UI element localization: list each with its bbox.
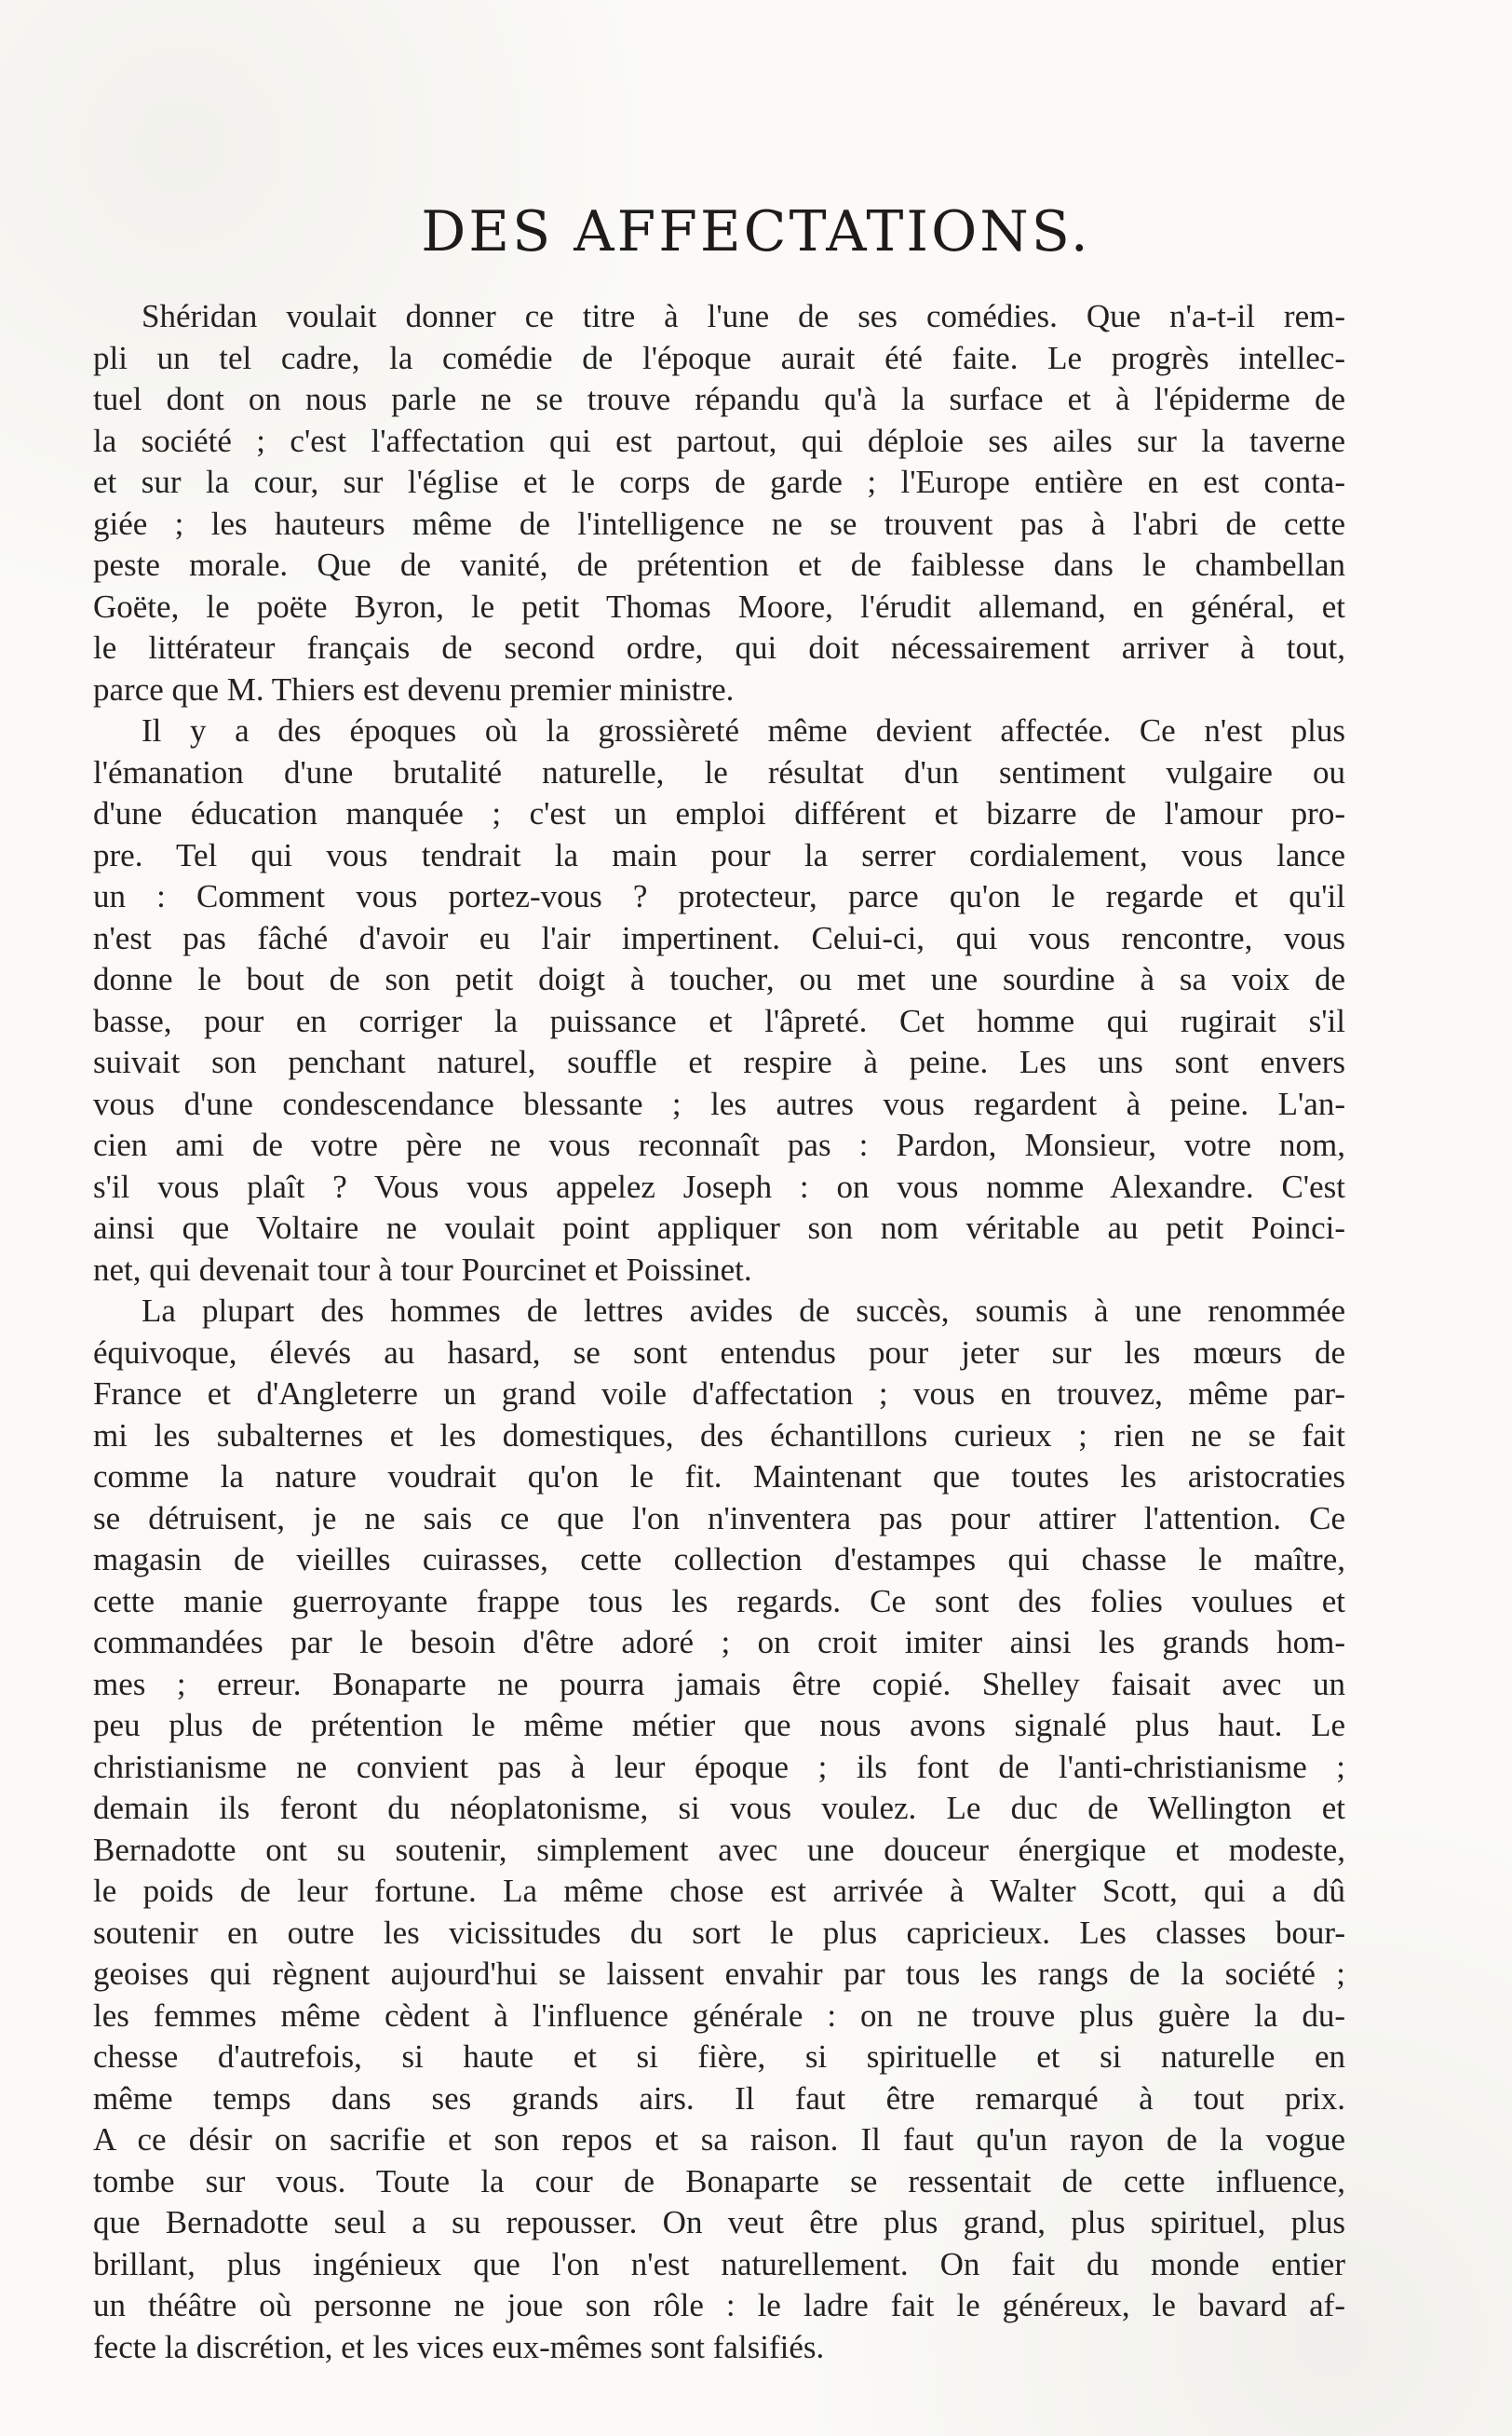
text-line: peste morale. Que de vanité, de prétention et de faiblesse dans le chambellan	[93, 547, 1345, 583]
text-line: cette manie guerroyante frappe tous les regards. Ce sont des folies voulues et	[93, 1582, 1345, 1619]
text-line: un : Comment vous portez-vous ? protecteur, parce qu'on le regarde et qu'il	[93, 878, 1345, 914]
text-line: mi les subalternes et les domestiques, des échantillons curieux ; rien ne se fait	[93, 1416, 1345, 1454]
text-line: pli un tel cadre, la comédie de l'époque aurait été faite. Le progrès intellec-	[93, 339, 1345, 376]
page-title: DES AFFECTATIONS.	[421, 199, 1091, 264]
text-line: net, qui devenait tour à tour Pourcinet et Poissinet.	[93, 1251, 752, 1288]
text-line: équivoque, élevés au hasard, se sont entendus pour jeter sur les mœurs de	[93, 1333, 1345, 1371]
text-line: tuel dont on nous parle ne se trouve répandu qu'à la surface et à l'épiderme de	[93, 381, 1345, 417]
text-line: brillant, plus ingénieux que l'on n'est naturellement. On fait du monde entier	[93, 2245, 1345, 2282]
paragraph-3	[93, 1291, 1345, 2368]
text-line: magasin de vieilles cuirasses, cette collection d'estampes qui chasse le maître,	[93, 1541, 1345, 1577]
text-line: les femmes même cèdent à l'influence générale : on ne trouve plus guère la du-	[93, 1996, 1345, 2034]
text-line: Shéridan voulait donner ce titre à l'une de ses comédies. Que n'a-t-il rem-	[142, 298, 1345, 334]
text-line: chesse d'autrefois, si haute et si fière, si spirituelle et si naturelle en	[93, 2038, 1345, 2075]
text-line: mes ; erreur. Bonaparte ne pourra jamais être copié. Shelley faisait avec un	[93, 1665, 1345, 1702]
text-line: que Bernadotte seul a su repousser. On veut être plus grand, plus spirituel, plus	[93, 2204, 1345, 2240]
text-line: vous d'une condescendance blessante ; les autres vous regardent à peine. L'an-	[93, 1085, 1345, 1122]
text-line: Goëte, le poëte Byron, le petit Thomas Moore, l'érudit allemand, en général, et	[93, 588, 1345, 625]
text-line: commandées par le besoin d'être adoré ; on croit imiter ainsi les grands hom-	[93, 1624, 1345, 1660]
text-line: comme la nature voudrait qu'on le fit. Maintenant que toutes les aristocraties	[93, 1458, 1345, 1495]
text-line: même temps dans ses grands airs. Il faut être remarqué à tout prix.	[93, 2079, 1345, 2117]
text-line: d'une éducation manquée ; c'est un emploi différent et bizarre de l'amour pro-	[93, 795, 1345, 832]
text-line: n'est pas fâché d'avoir eu l'air impertinent. Celui-ci, qui vous rencontre, vous	[93, 919, 1345, 956]
text-line: un théâtre où personne ne joue son rôle : le ladre fait le généreux, le bavard af-	[93, 2287, 1345, 2323]
text-line: cien ami de votre père ne vous reconnaît pas : Pardon, Monsieur, votre nom,	[93, 1127, 1345, 1163]
text-line: soutenir en outre les vicissitudes du sort le plus capricieux. Les classes bour-	[93, 1914, 1345, 1951]
text-line: basse, pour en corriger la puissance et l'âpreté. Cet homme qui rugirait s'il	[93, 1002, 1345, 1039]
text-line: christianisme ne convient pas à leur époque ; ils font de l'anti-christianisme ;	[93, 1748, 1345, 1785]
text-line: l'émanation d'une brutalité naturelle, le résultat d'un sentiment vulgaire ou	[93, 753, 1345, 791]
text-line: France et d'Angleterre un grand voile d'affectation ; vous en trouvez, même par-	[93, 1375, 1345, 1412]
text-line: Il y a des époques où la grossièreté même devient affectée. Ce n'est plus	[142, 712, 1345, 749]
text-line: le poids de leur fortune. La même chose est arrivée à Walter Scott, qui a dû	[93, 1873, 1345, 1909]
text-line: la société ; c'est l'affectation qui est partout, qui déploie ses ailes sur la taverne	[93, 422, 1345, 459]
text-line: donne le bout de son petit doigt à toucher, ou met une sourdine à sa voix de	[93, 961, 1345, 997]
text-line: Bernadotte ont su soutenir, simplement avec une douceur énergique et modeste,	[93, 1831, 1345, 1868]
text-line: le littérateur français de second ordre, qui doit nécessairement arriver à tout,	[93, 629, 1345, 666]
text-line: pre. Tel qui vous tendrait la main pour la serrer cordialement, vous lance	[93, 836, 1345, 873]
text-line: peu plus de prétention le même métier que nous avons signalé plus haut. Le	[93, 1707, 1345, 1743]
text-line: tombe sur vous. Toute la cour de Bonaparte se ressentait de cette influence,	[93, 2162, 1345, 2199]
paragraph-1	[93, 296, 1345, 710]
text-line: geoises qui règnent aujourd'hui se laissent envahir par tous les rangs de la société ;	[93, 1956, 1345, 1992]
text-line: s'il vous plaît ? Vous vous appelez Joseph : on vous nomme Alexandre. C'est	[93, 1168, 1345, 1205]
text-line: ainsi que Voltaire ne voulait point appliquer son nom véritable au petit Poinci-	[93, 1210, 1345, 1246]
text-line: parce que M. Thiers est devenu premier ministre.	[93, 670, 735, 708]
text-line: A ce désir on sacrifie et son repos et sa raison. Il faut qu'un rayon de la vogue	[93, 2121, 1345, 2158]
text-line: et sur la cour, sur l'église et le corps de garde ; l'Europe entière en est conta-	[93, 464, 1345, 500]
article-body	[93, 296, 1345, 2368]
text-line: demain ils feront du néoplatonisme, si vous voulez. Le duc de Wellington et	[93, 1790, 1345, 1826]
paragraph-2	[93, 710, 1345, 1291]
text-line: fecte la discrétion, et les vices eux-mêmes sont falsifiés.	[93, 2328, 825, 2365]
text-line: La plupart des hommes de lettres avides de succès, soumis à une renommée	[142, 1292, 1345, 1329]
text-line: suivait son penchant naturel, souffle et respire à peine. Les uns sont envers	[93, 1044, 1345, 1080]
text-line: giée ; les hauteurs même de l'intelligence ne se trouvent pas à l'abri de cette	[93, 505, 1345, 542]
text-line: se détruisent, je ne sais ce que l'on n'inventera pas pour attirer l'attention. Ce	[93, 1499, 1345, 1536]
